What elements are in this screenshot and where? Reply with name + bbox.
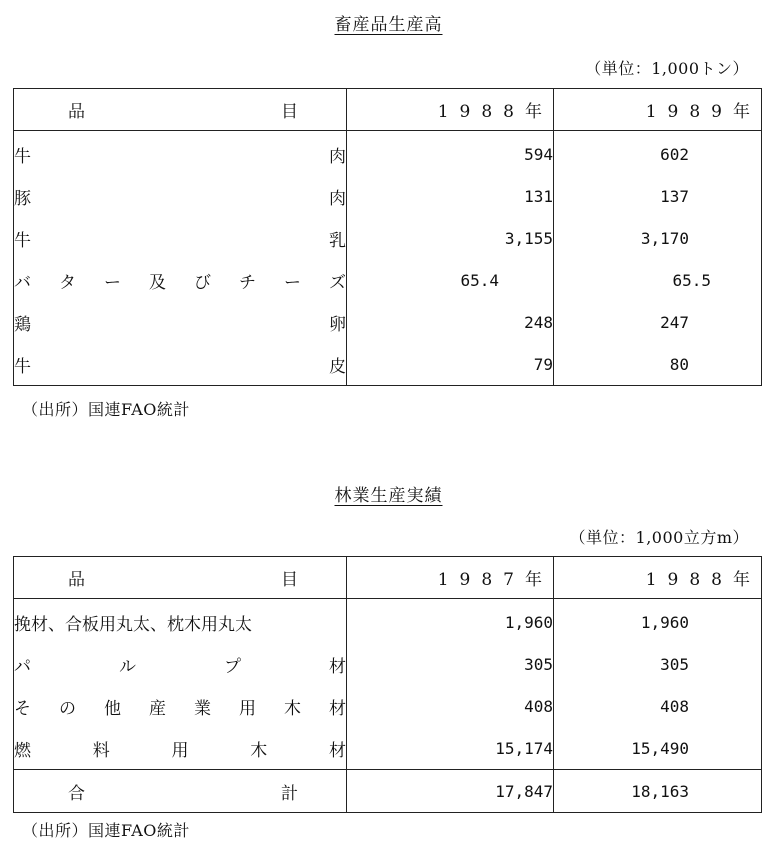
row-label-part: バ — [14, 272, 31, 293]
row-value-2: 137 — [554, 175, 762, 217]
row-value-2: 3,170 — [554, 217, 762, 259]
row-label-part: 木 — [284, 698, 301, 719]
row-label — [14, 217, 347, 259]
table-row — [14, 301, 762, 343]
row-label — [14, 131, 347, 176]
row-label-part: 鶏 — [14, 314, 31, 335]
row-value-2: 247 — [554, 301, 762, 343]
livestock-unit: （単位：1,000トン） — [585, 59, 749, 78]
table-header-row — [14, 89, 762, 131]
row-label-part: 乳 — [329, 230, 346, 251]
row-label-part: ー — [104, 272, 121, 293]
total-label-part: 計 — [281, 783, 298, 804]
row-label — [14, 301, 347, 343]
row-label — [14, 599, 347, 644]
row-label-part: 用 — [171, 740, 189, 761]
row-label-part: タ — [59, 272, 76, 293]
row-label-part: 挽材、合板用丸太、枕木用丸太 — [14, 614, 252, 635]
row-value-1: 3,155 — [347, 217, 554, 259]
row-label-part: 用 — [239, 698, 256, 719]
table-row — [14, 175, 762, 217]
header-item — [14, 89, 347, 131]
row-value-1: 594 — [347, 131, 554, 176]
row-label-part: 料 — [92, 740, 110, 761]
header-year-2: 1989年 — [554, 89, 762, 131]
row-label — [14, 643, 347, 685]
row-value-1: 65.4 — [347, 259, 554, 301]
row-label-part: び — [194, 272, 211, 293]
row-label — [14, 259, 347, 301]
row-label-part: 牛 — [14, 356, 31, 377]
table-header-row — [14, 557, 762, 599]
row-label-part: 牛 — [14, 230, 31, 251]
table-row — [14, 685, 762, 727]
header-year-2: 1988年 — [554, 557, 762, 599]
row-value-2: 408 — [554, 685, 762, 727]
row-value-1: 79 — [347, 343, 554, 386]
row-value-2: 305 — [554, 643, 762, 685]
row-value-1: 15,174 — [347, 727, 554, 770]
forestry-unit: （単位：1,000立方m） — [569, 528, 749, 547]
row-value-1: 1,960 — [347, 599, 554, 644]
row-label-part: ズ — [329, 272, 346, 293]
forestry-table — [13, 556, 762, 813]
row-label-part: 卵 — [329, 314, 346, 335]
row-label-part: 肉 — [329, 188, 346, 209]
row-value-2: 602 — [554, 131, 762, 176]
row-label-part: プ — [224, 656, 241, 677]
row-value-1: 131 — [347, 175, 554, 217]
row-value-2: 1,960 — [554, 599, 762, 644]
header-item-left: 品 — [68, 102, 85, 122]
row-label-part: 及 — [149, 272, 166, 293]
forestry-title: 林業生産実績 — [334, 486, 443, 506]
row-label-part: そ — [14, 698, 31, 719]
header-year-1: 1987年 — [347, 557, 554, 599]
row-value-1: 248 — [347, 301, 554, 343]
row-label-part: 肉 — [329, 146, 346, 167]
row-label — [14, 175, 347, 217]
row-value-1: 408 — [347, 685, 554, 727]
table-row — [14, 727, 762, 770]
forestry-source: （出所）国連FAO統計 — [22, 821, 190, 840]
total-value-2: 18,163 — [554, 770, 762, 813]
row-label — [14, 343, 347, 386]
row-label-part: 燃 — [14, 740, 31, 761]
row-label-part: 業 — [194, 698, 211, 719]
row-label-part: ー — [284, 272, 301, 293]
table-row — [14, 259, 762, 301]
row-label-part: 材 — [329, 656, 346, 677]
table-row — [14, 217, 762, 259]
row-label-part: 牛 — [14, 146, 31, 167]
row-label-part: 豚 — [14, 188, 31, 209]
livestock-source: （出所）国連FAO統計 — [22, 400, 190, 419]
row-label-part: 材 — [329, 698, 346, 719]
header-item — [14, 557, 347, 599]
header-item-left: 品 — [68, 570, 85, 590]
row-label-part: チ — [239, 272, 256, 293]
header-item-right: 目 — [281, 570, 298, 590]
livestock-title: 畜産品生産高 — [334, 15, 443, 35]
table-row — [14, 599, 762, 644]
row-label-part: ル — [119, 656, 136, 677]
livestock-table — [13, 88, 762, 386]
total-row — [14, 770, 762, 813]
header-item-right: 目 — [281, 102, 298, 122]
row-value-2: 80 — [554, 343, 762, 386]
header-year-1: 1988年 — [347, 89, 554, 131]
table-row — [14, 643, 762, 685]
row-label — [14, 685, 347, 727]
row-label-part: 皮 — [329, 356, 346, 377]
row-label-part: の — [59, 698, 76, 719]
total-label — [14, 770, 347, 813]
row-label-part: パ — [14, 656, 31, 677]
total-label-part: 合 — [68, 783, 85, 804]
row-label-part: 産 — [149, 698, 166, 719]
row-value-1: 305 — [347, 643, 554, 685]
table-row — [14, 343, 762, 386]
row-label-part: 他 — [104, 698, 121, 719]
row-value-2: 15,490 — [554, 727, 762, 770]
row-label-part: 材 — [329, 740, 346, 761]
row-label — [14, 727, 347, 770]
total-value-1: 17,847 — [347, 770, 554, 813]
row-label-part: 木 — [250, 740, 268, 761]
row-value-2: 65.5 — [554, 259, 762, 301]
table-row — [14, 131, 762, 176]
